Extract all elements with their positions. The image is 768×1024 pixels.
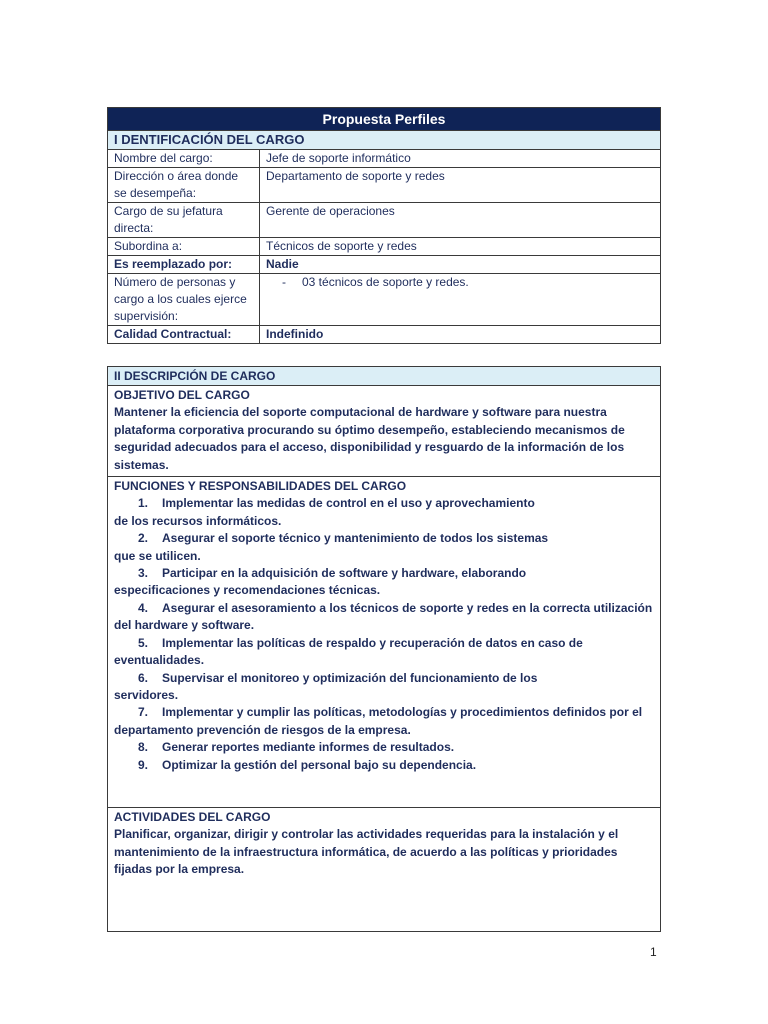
item-number: 5. bbox=[137, 635, 148, 650]
item-text-cont: que se utilicen. bbox=[114, 548, 201, 563]
objetivo-heading: OBJETIVO DEL CARGO bbox=[114, 388, 250, 402]
table-row bbox=[108, 274, 661, 326]
table-row bbox=[108, 168, 661, 203]
item-number: 9. bbox=[137, 757, 148, 772]
item-number: 7. bbox=[137, 705, 148, 720]
identificacion-table bbox=[107, 107, 661, 344]
document-title: Propuesta Perfiles bbox=[108, 108, 661, 131]
row-label: Nombre del cargo: bbox=[108, 150, 260, 168]
objetivo-text: Mantener la eficiencia del soporte computacional de hardware y software para nuestra plataforma corporativa procurando su óptimo desempeño, estableciendo mecanismos de seguridad adecuados para el acceso, disponibilidad y resguardo de la información de los sistemas. bbox=[114, 405, 625, 472]
list-item bbox=[114, 565, 654, 600]
list-item bbox=[114, 495, 654, 530]
item-number: 2. bbox=[137, 531, 148, 546]
objetivo-cell bbox=[108, 386, 661, 477]
descripcion-table-wrapper bbox=[107, 366, 661, 932]
supervision-text: 03 técnicos de soporte y redes. bbox=[302, 275, 469, 289]
list-item bbox=[114, 635, 654, 670]
bullet-dash: - bbox=[282, 275, 286, 289]
item-number: 6. bbox=[137, 670, 148, 685]
item-text-cont: servidores. bbox=[114, 687, 179, 702]
row-value bbox=[260, 274, 661, 326]
table-row bbox=[108, 238, 661, 256]
item-number: 1. bbox=[137, 496, 148, 511]
list-item bbox=[114, 757, 654, 774]
row-label: Subordina a: bbox=[108, 238, 260, 256]
item-text: Asegurar el soporte técnico y mantenimiento de todos los sistemas bbox=[162, 531, 549, 546]
item-number: 4. bbox=[137, 600, 148, 615]
list-item bbox=[114, 530, 654, 565]
table-row bbox=[108, 256, 661, 274]
row-value: Gerente de operaciones bbox=[260, 203, 661, 238]
item-text: Generar reportes mediante informes de resultados. bbox=[162, 740, 455, 755]
identificacion-table-wrapper bbox=[107, 107, 661, 344]
table-row bbox=[108, 326, 661, 344]
item-text: Implementar las políticas de respaldo y recuperación de datos en caso de bbox=[162, 635, 583, 650]
actividades-heading: ACTIVIDADES DEL CARGO bbox=[114, 810, 271, 825]
item-text: Participar en la adquisición de software y hardware, elaborando bbox=[162, 566, 527, 581]
row-value: Indefinido bbox=[260, 326, 661, 344]
item-text: Implementar las medidas de control en el uso y aprovechamiento bbox=[162, 496, 535, 511]
identificacion-heading: I DENTIFICACIÓN DEL CARGO bbox=[108, 131, 661, 150]
page-number: 1 bbox=[650, 945, 657, 959]
row-value: Nadie bbox=[260, 256, 661, 274]
row-value: Departamento de soporte y redes bbox=[260, 168, 661, 203]
item-text: Supervisar el monitoreo y optimización del funcionamiento de los bbox=[162, 670, 538, 685]
item-text-cont: eventualidades. bbox=[114, 653, 205, 668]
item-text: Implementar y cumplir las políticas, metodologías y procedimientos definidos por el bbox=[162, 705, 643, 720]
funciones-heading: FUNCIONES Y RESPONSABILIDADES DEL CARGO bbox=[114, 479, 407, 494]
row-label: Cargo de su jefatura directa: bbox=[108, 203, 260, 238]
item-text-cont: del hardware y software. bbox=[114, 618, 255, 633]
item-text-cont: especificaciones y recomendaciones técnicas. bbox=[114, 583, 381, 598]
funciones-list bbox=[114, 495, 654, 774]
list-item bbox=[114, 704, 654, 739]
item-text-cont: de los recursos informáticos. bbox=[114, 513, 282, 528]
list-item bbox=[114, 600, 654, 635]
item-text-cont: departamento prevención de riesgos de la empresa. bbox=[114, 722, 411, 737]
list-item bbox=[114, 670, 654, 705]
item-text: Optimizar la gestión del personal bajo su dependencia. bbox=[162, 757, 477, 772]
item-text: Asegurar el asesoramiento a los técnicos de soporte y redes en la correcta utilización bbox=[162, 600, 653, 615]
row-label: Es reemplazado por: bbox=[108, 256, 260, 274]
row-label: Dirección o área donde se desempeña: bbox=[108, 168, 260, 203]
funciones-cell bbox=[108, 477, 661, 808]
row-label: Calidad Contractual: bbox=[108, 326, 260, 344]
list-item bbox=[114, 739, 654, 756]
descripcion-table bbox=[107, 366, 661, 932]
actividades-cell bbox=[108, 808, 661, 932]
item-number: 8. bbox=[137, 740, 148, 755]
table-row bbox=[108, 150, 661, 168]
item-number: 3. bbox=[137, 566, 148, 581]
actividades-text: Planificar, organizar, dirigir y controlar las actividades requeridas para la instalación y el mantenimiento de la infraestructura informática, de acuerdo a las políticas y prioridades fijadas por la empresa. bbox=[114, 827, 619, 877]
row-value: Técnicos de soporte y redes bbox=[260, 238, 661, 256]
row-value: Jefe de soporte informático bbox=[260, 150, 661, 168]
table-row bbox=[108, 203, 661, 238]
row-label: Número de personas y cargo a los cuales ejerce supervisión: bbox=[108, 274, 260, 326]
descripcion-heading: II DESCRIPCIÓN DE CARGO bbox=[108, 367, 661, 386]
